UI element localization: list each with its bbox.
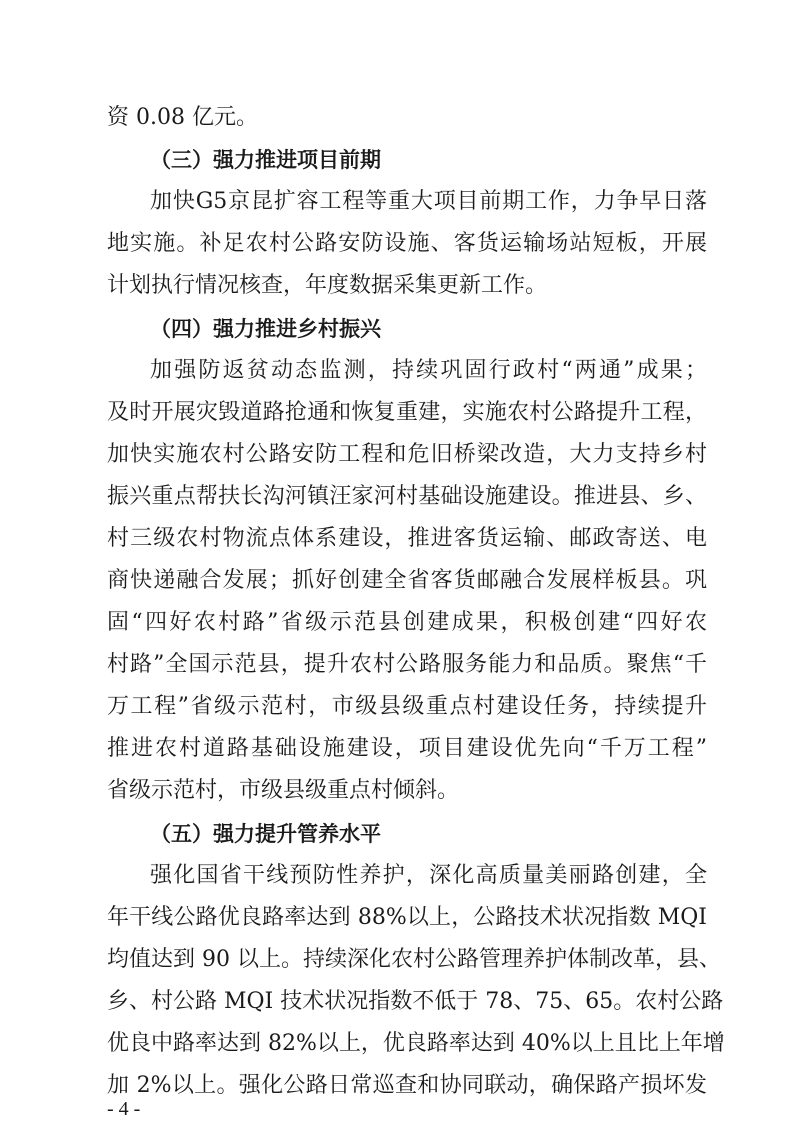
section-heading-5: （五）强力提升管养水平 xyxy=(150,822,381,846)
text-line: 加强防返贫动态监测，持续巩固行政村“两通”成果； xyxy=(150,358,707,383)
text-line: 均值达到 90 以上。持续深化农村公路管理养护体制改革，县、 xyxy=(107,947,721,972)
section-heading-3: （三）强力推进项目前期 xyxy=(150,148,381,172)
text-line: 省级示范村，市级县级重点村倾斜。 xyxy=(107,778,460,803)
text-line: 计划执行情况核查，年度数据采集更新工作。 xyxy=(107,273,548,298)
text-line: 加快G5京昆扩容工程等重大项目前期工作，力争早日落 xyxy=(150,189,707,214)
text-line: 地实施。补足农村公路安防设施、客货运输场站短板，开展 xyxy=(107,231,707,256)
text-line: 加快实施农村公路安防工程和危旧桥梁改造，大力支持乡村 xyxy=(107,442,707,467)
text-line: 固“四好农村路”省级示范县创建成果，积极创建“四好农 xyxy=(107,610,707,635)
text-line: 优良中路率达到 82%以上，优良路率达到 40%以上且比上年增 xyxy=(107,1031,725,1056)
text-line: 年干线公路优良路率达到 88%以上，公路技术状况指数 MQI xyxy=(107,905,707,930)
text-line: 村路”全国示范县，提升农村公路服务能力和品质。聚焦“千 xyxy=(107,652,707,677)
text-line: 村三级农村物流点体系建设，推进客货运输、邮政寄送、电 xyxy=(107,526,707,551)
page-number: - 4 - xyxy=(107,1098,141,1120)
text-line: 加 2%以上。强化公路日常巡查和协同联动，确保路产损坏发 xyxy=(107,1073,707,1098)
text-line: 商快递融合发展；抓好创建全省客货邮融合发展样板县。巩 xyxy=(107,568,707,593)
text-line: 乡、村公路 MQI 技术状况指数不低于 78、75、65。农村公路 xyxy=(107,989,724,1014)
text-line: 万工程”省级示范村，市级县级重点村建设任务，持续提升 xyxy=(107,694,707,719)
text-line: 振兴重点帮扶长沟河镇汪家河村基础设施建设。推进县、乡、 xyxy=(107,484,707,509)
text-line: 强化国省干线预防性养护，深化高质量美丽路创建，全 xyxy=(150,863,707,888)
section-heading-4: （四）强力推进乡村振兴 xyxy=(150,317,381,341)
text-line: 推进农村道路基础设施建设，项目建设优先向“千万工程” xyxy=(107,736,707,761)
text-line: 资 0.08 亿元。 xyxy=(107,105,258,130)
text-line: 及时开展灾毁道路抢通和恢复重建，实施农村公路提升工程， xyxy=(107,400,707,425)
